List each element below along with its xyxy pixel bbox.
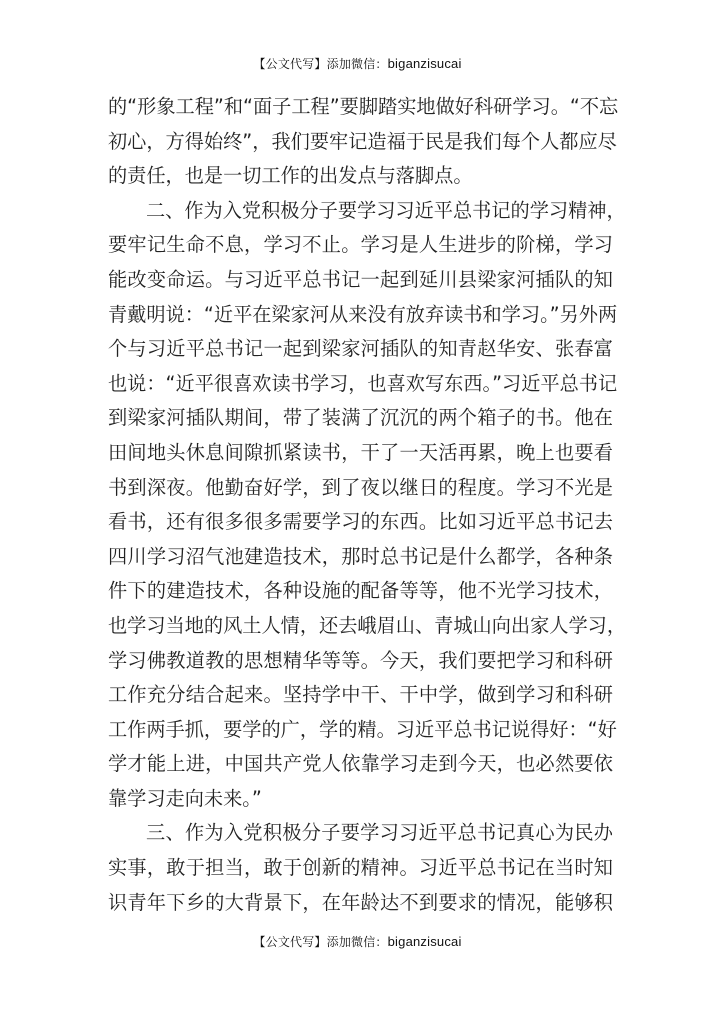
text-line: 学才能上进，中国共产党人依靠学习走到今天，也必然要依 [108, 752, 613, 776]
document-body [108, 90, 627, 920]
text-line: 二、作为入党积极分子要学习习近平总书记的学习精神， [146, 198, 626, 222]
text-line: 书到深夜。他勤奋好学，到了夜以继日的程度。学习不光是 [108, 475, 613, 499]
text-line: 能改变命运。与习近平总书记一起到延川县梁家河插队的知 [108, 267, 613, 291]
text-line: 工作两手抓，要学的广，学的精。习近平总书记说得好：“好 [108, 717, 617, 741]
text-line: 靠学习走向未来。” [108, 786, 262, 810]
header-wechat-id: biganzisucai [387, 56, 462, 71]
footer-label: 【公文代写】添加微信： [253, 935, 388, 949]
text-line: 件下的建造技术，各种设施的配备等等，他不光学习技术， [108, 579, 613, 603]
header-label: 【公文代写】添加微信： [253, 57, 388, 71]
text-line: 也说：“近平很喜欢读书学习，也喜欢写东西。”习近平总书记 [108, 371, 618, 395]
text-line: 到梁家河插队期间，带了装满了沉沉的两个箱子的书。他在 [108, 406, 613, 430]
text-line: 也学习当地的风土人情，还去峨眉山、青城山向出家人学习， [108, 613, 627, 637]
text-line: 个与习近平总书记一起到梁家河插队的知青赵华安、张春富 [108, 337, 613, 361]
text-line: 的责任，也是一切工作的出发点与落脚点。 [108, 164, 473, 188]
text-line: 田间地头休息间隙抓紧读书，干了一天活再累，晚上也要看 [108, 440, 613, 464]
page-footer-watermark [0, 933, 715, 950]
text-line: 青戴明说：“近平在梁家河从来没有放弃读书和学习。”另外两 [108, 302, 618, 326]
text-line: 初心，方得始终”，我们要牢记造福于民是我们每个人都应尽 [108, 129, 617, 153]
footer-wechat-id: biganzisucai [387, 934, 462, 949]
text-line: 实事，敢于担当，敢于创新的精神。习近平总书记在当时知 [108, 856, 613, 880]
text-line: 看书，还有很多很多需要学习的东西。比如习近平总书记去 [108, 510, 613, 534]
text-line: 学习佛教道教的思想精华等等。今天，我们要把学习和科研 [108, 648, 613, 672]
text-line: 四川学习沼气池建造技术，那时总书记是什么都学，各种条 [108, 544, 613, 568]
text-line: 工作充分结合起来。坚持学中干、干中学，做到学习和科研 [108, 683, 613, 707]
text-line: 识青年下乡的大背景下，在年龄达不到要求的情况，能够积 [108, 890, 613, 914]
text-line: 要牢记生命不息，学习不止。学习是人生进步的阶梯，学习 [108, 233, 613, 257]
page-header-watermark [0, 55, 715, 72]
text-line: 的“形象工程”和“面子工程”要脚踏实地做好科研学习。“不忘 [108, 95, 619, 118]
text-line: 三、作为入党积极分子要学习习近平总书记真心为民办 [146, 821, 613, 845]
